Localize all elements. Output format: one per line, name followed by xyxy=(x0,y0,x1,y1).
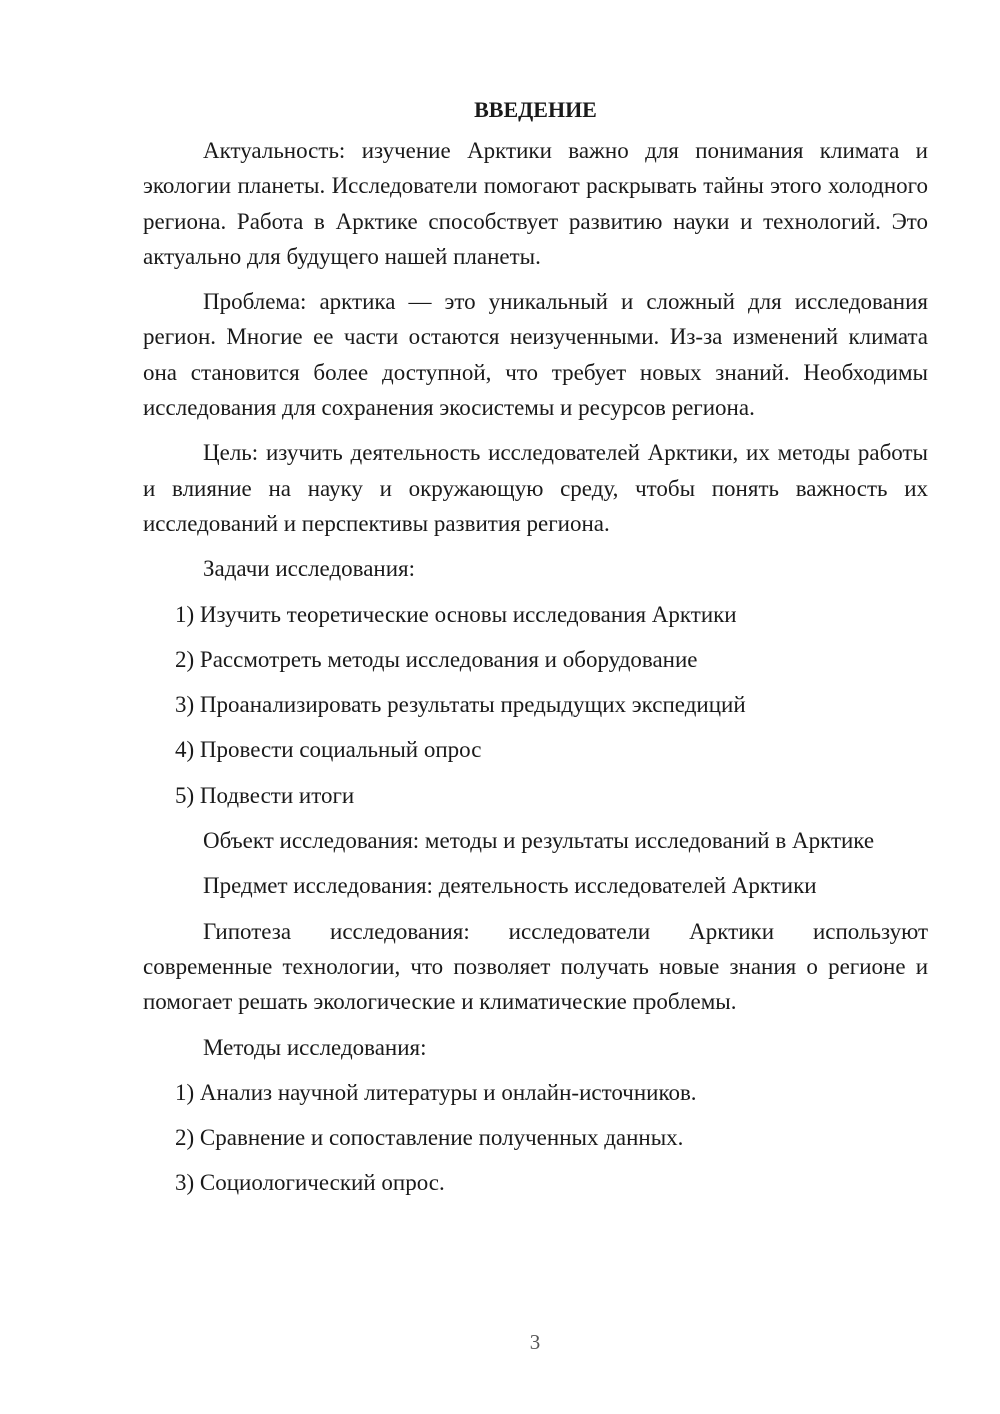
task-item: 3) Проанализировать результаты предыдущих экспедиций xyxy=(175,692,746,718)
page-content xyxy=(143,94,928,1211)
problem-paragraph: Проблема: арктика — это уникальный и сложный для исследования регион. Многие ее части остаются неизученными. Из-за изменений климата она становится более доступной, что требует новых знаний. Необходимы исследования для сохранения экосистемы и ресурсов региона. xyxy=(143,289,928,421)
tasks-heading: Задачи исследования: xyxy=(203,556,416,582)
task-item: 5) Подвести итоги xyxy=(175,782,355,808)
page-number: 3 xyxy=(529,1330,541,1354)
task-item: 2) Рассмотреть методы исследования и оборудование xyxy=(175,646,698,672)
method-item: 1) Анализ научной литературы и онлайн-источников. xyxy=(175,1079,697,1105)
subject-paragraph: Предмет исследования: деятельность исследователей Арктики xyxy=(203,873,817,899)
methods-heading: Методы исследования: xyxy=(203,1034,427,1060)
method-item: 2) Сравнение и сопоставление полученных данных. xyxy=(175,1125,684,1151)
goal-paragraph: Цель: изучить деятельность исследователей Арктики, их методы работы и влияние на науку и окружающую среду, чтобы понять важность их исследований и перспективы развития региона. xyxy=(143,440,928,536)
method-item: 3) Социологический опрос. xyxy=(175,1170,445,1196)
task-item: 4) Провести социальный опрос xyxy=(175,737,482,763)
object-paragraph: Объект исследования: методы и результаты исследований в Арктике xyxy=(203,828,875,854)
relevance-paragraph: Актуальность: изучение Арктики важно для понимания климата и экологии планеты. Исследователи помогают раскрывать тайны этого холодного региона. Работа в Арктике способствует развитию науки и технологий. Это актуально для будущего нашей планеты. xyxy=(143,138,928,269)
hypothesis-paragraph: Гипотеза исследования: исследователи Арктики используют современные технологии, что позволяет получать новые знания о регионе и помогает решать экологические и климатические проблемы. xyxy=(143,918,928,1015)
page-title: ВВЕДЕНИЕ xyxy=(474,97,597,122)
task-item: 1) Изучить теоретические основы исследования Арктики xyxy=(175,601,737,627)
